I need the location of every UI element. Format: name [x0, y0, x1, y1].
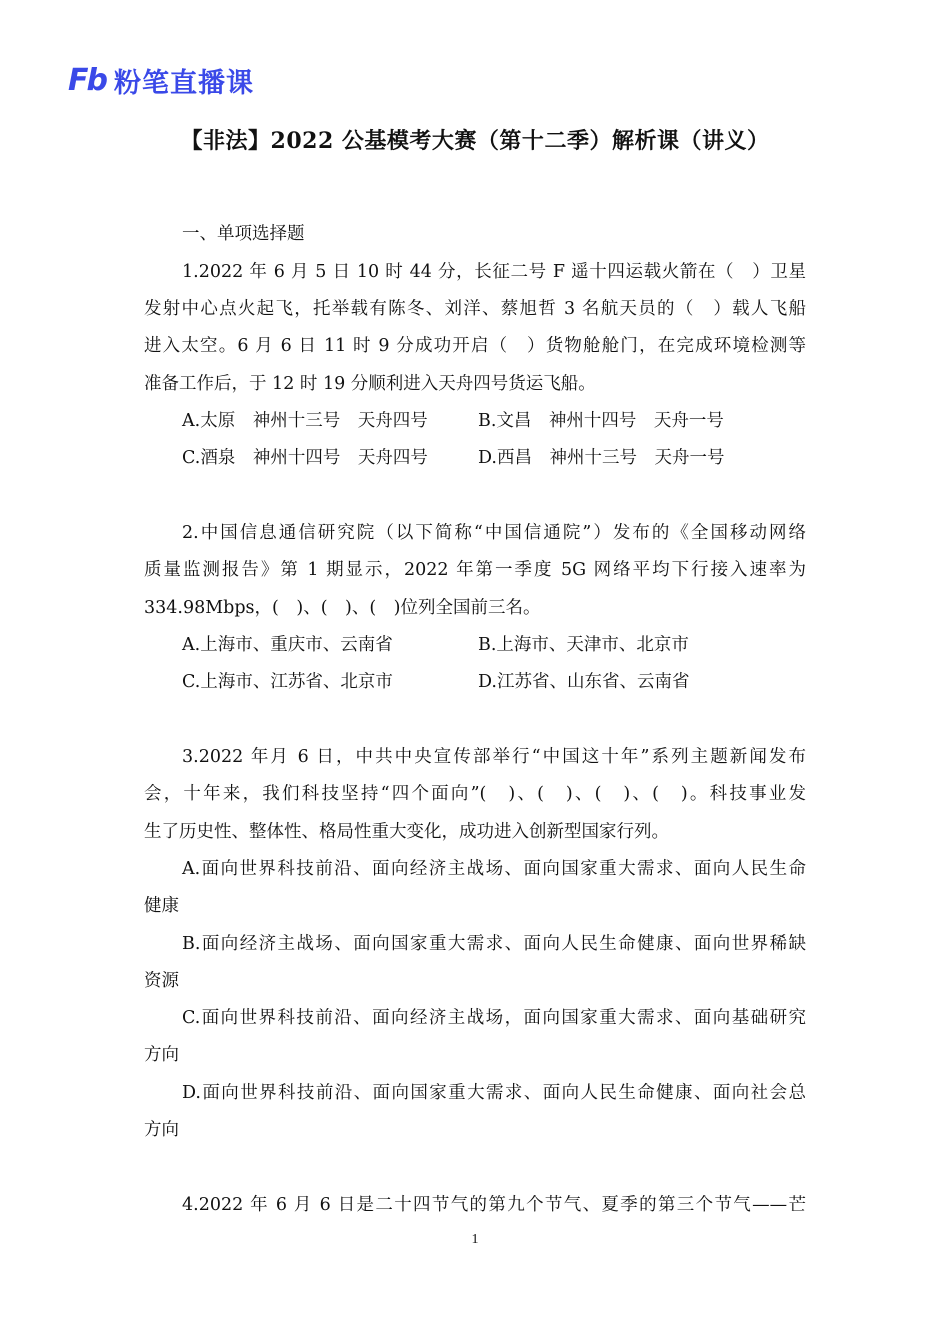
q3-option-a-line-2: 健康	[144, 896, 179, 916]
fb-logo-icon: Fb	[68, 62, 106, 98]
q1-option-b: B.文昌 神州十四号 天舟一号	[478, 411, 724, 431]
q3-option-d-line-1: D.面向世界科技前沿、面向国家重大需求、面向人民生命健康、面向社会总	[182, 1083, 806, 1103]
q3-line-2: 会，十年来，我们科技坚持“四个面向”( )、( )、( )、( )。科技事业发	[144, 784, 806, 804]
page-number: 1	[471, 1232, 479, 1247]
q3-option-c-line-1: C.面向世界科技前沿、面向经济主战场，面向国家重大需求、面向基础研究	[182, 1008, 806, 1028]
brand-logo	[68, 62, 254, 98]
q2-option-b: B.上海市、天津市、北京市	[478, 635, 689, 655]
q1-line-1: 1.2022 年 6 月 5 日 10 时 44 分，长征二号 F 遥十四运载火箭在（ ）卫星	[182, 262, 806, 282]
q1-line-4: 准备工作后，于 12 时 19 分顺利进入天舟四号货运飞船。	[144, 374, 596, 394]
brand-name: 粉笔直播课	[113, 67, 254, 99]
q3-option-a-line-1: A.面向世界科技前沿、面向经济主战场、面向国家重大需求、面向人民生命	[182, 859, 806, 879]
q1-option-d: D.西昌 神州十三号 天舟一号	[478, 448, 725, 468]
q2-option-d: D.江苏省、山东省、云南省	[478, 672, 690, 692]
q1-line-3: 进入太空。6 月 6 日 11 时 9 分成功开启（ ）货物舱舱门，在完成环境检测等	[144, 336, 806, 356]
q3-line-1: 3.2022 年月 6 日，中共中央宣传部举行“中国这十年”系列主题新闻发布	[182, 747, 806, 767]
q3-option-b-line-2: 资源	[144, 971, 179, 991]
section-heading: 一、单项选择题	[182, 224, 305, 244]
q1-option-a: A.太原 神州十三号 天舟四号	[182, 411, 428, 431]
q3-option-d-line-2: 方向	[144, 1120, 179, 1140]
q2-line-1: 2.中国信息通信研究院（以下简称“中国信通院”）发布的《全国移动网络	[182, 523, 806, 543]
q1-line-2: 发射中心点火起飞，托举载有陈冬、刘洋、蔡旭哲 3 名航天员的（ ）载人飞船	[144, 299, 806, 319]
q3-option-c-line-2: 方向	[144, 1045, 179, 1065]
document-title: 【非法】2022 公基模考大赛（第十二季）解析课（讲义）	[180, 128, 770, 154]
q2-line-3: 334.98Mbps，( )、( )、( )位列全国前三名。	[144, 598, 541, 618]
q2-option-a: A.上海市、重庆市、云南省	[182, 635, 393, 655]
q3-option-b-line-1: B.面向经济主战场、面向国家重大需求、面向人民生命健康、面向世界稀缺	[182, 934, 806, 954]
q2-option-c: C.上海市、江苏省、北京市	[182, 672, 393, 692]
q1-option-c: C.酒泉 神州十四号 天舟四号	[182, 448, 428, 468]
q4-line-1: 4.2022 年 6 月 6 日是二十四节气的第九个节气、夏季的第三个节气——芒	[182, 1195, 806, 1215]
q2-line-2: 质量监测报告》第 1 期显示，2022 年第一季度 5G 网络平均下行接入速率为	[144, 560, 806, 580]
q3-line-3: 生了历史性、整体性、格局性重大变化，成功进入创新型国家行列。	[144, 822, 669, 842]
